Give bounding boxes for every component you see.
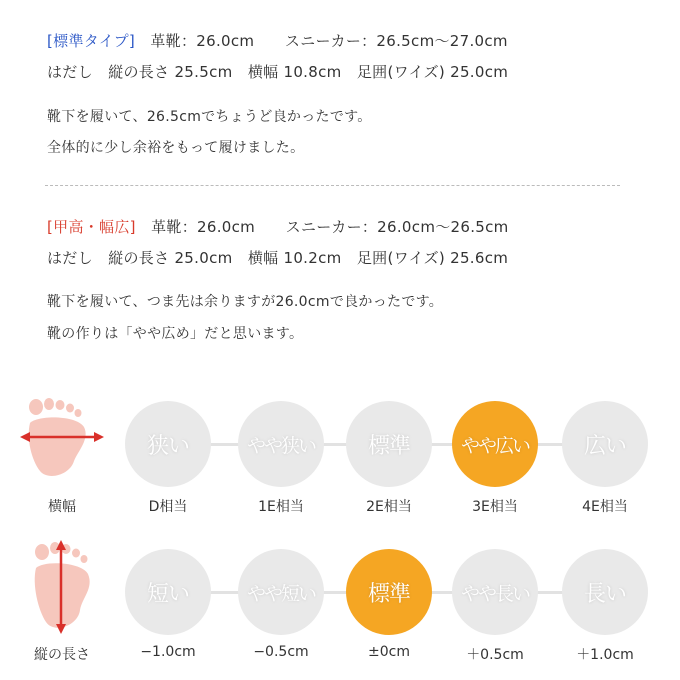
width-option-wide: 広い	[562, 401, 648, 487]
width-option-slightly-wide-selected: やや広い	[452, 401, 538, 487]
length-option-long: 長い	[562, 549, 648, 635]
length-option-slightly-short: やや短い	[238, 549, 324, 635]
width-sublabel-1: 1E相当	[258, 499, 304, 515]
block2-shoe-sizes: 革靴：26.0cm スニーカー：26.0cm〜26.5cm	[135, 218, 509, 236]
block1-comment-1: 靴下を履いて、26.5cmでちょうど良かったです。	[47, 109, 372, 125]
width-option-narrow: 狭い	[125, 401, 211, 487]
width-sublabel-0: D相当	[148, 499, 188, 515]
block1-shoe-sizes: 革靴：26.0cm スニーカー：26.5cm〜27.0cm	[135, 32, 508, 50]
foot-width-icon	[18, 395, 108, 485]
width-sublabel-3: 3E相当	[472, 499, 518, 515]
block2-spec-line1	[47, 218, 509, 236]
block2-comment-1: 靴下を履いて、つま先は余りますが26.0cmで良かったです。	[47, 294, 444, 310]
length-sublabel-4: ＋1.0cm	[576, 647, 634, 663]
block1-tag: [標準タイプ]	[47, 32, 136, 50]
length-sublabel-1: −0.5cm	[253, 644, 309, 660]
width-row-label: 横幅	[48, 499, 76, 515]
foot-length-icon	[28, 540, 98, 636]
width-sublabel-4: 4E相当	[582, 499, 628, 515]
length-sublabel-3: ＋0.5cm	[466, 647, 524, 663]
length-row-label: 縦の長さ	[34, 647, 90, 663]
width-sublabel-2: 2E相当	[366, 499, 412, 515]
block1-comment-2: 全体的に少し余裕をもって履けました。	[47, 140, 305, 156]
block2-tag: [甲高・幅広]	[47, 218, 136, 236]
length-option-standard-selected: 標準	[346, 549, 432, 635]
block1-barefoot-measurements: はだし 縦の長さ 25.5cm 横幅 10.8cm 足囲(ワイズ) 25.0cm	[47, 63, 509, 81]
section-divider	[45, 185, 620, 186]
block2-comment-2: 靴の作りは「やや広め」だと思います。	[47, 326, 304, 342]
length-sublabel-0: −1.0cm	[140, 644, 196, 660]
length-sublabel-2: ±0cm	[368, 644, 410, 660]
length-option-slightly-long: やや長い	[452, 549, 538, 635]
width-option-standard: 標準	[346, 401, 432, 487]
block1-spec-line1	[47, 32, 508, 50]
length-option-short: 短い	[125, 549, 211, 635]
block2-barefoot-measurements: はだし 縦の長さ 25.0cm 横幅 10.2cm 足囲(ワイズ) 25.6cm	[47, 249, 509, 267]
width-option-slightly-narrow: やや狭い	[238, 401, 324, 487]
